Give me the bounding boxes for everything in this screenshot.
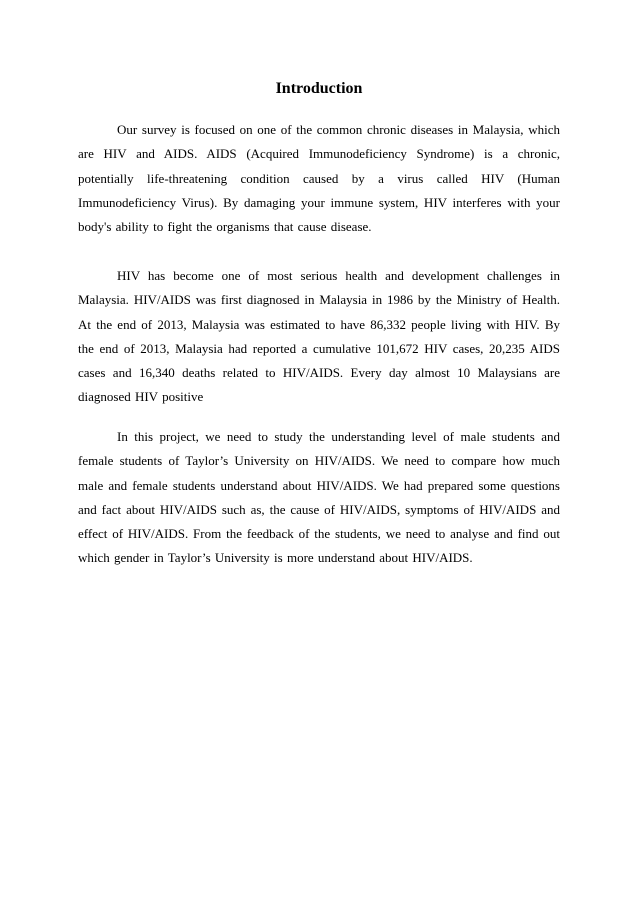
paragraph-survey-focus: Our survey is focused on one of the common chronic diseases in Malaysia, which are HIV and AIDS. AIDS (Acquired Immunodeficiency Syndrome) is a chronic, potentially life-threatening condition caused by a virus called HIV (Human Immunodeficiency Virus). By damaging your immune system, HIV interferes with your body's ability to fight the organisms that cause disease. xyxy=(78,122,560,235)
page-title: Introduction xyxy=(275,80,363,97)
paragraph-hiv-statistics: HIV has become one of most serious health and development challenges in Malaysia. HIV/AIDS was first diagnosed in Malaysia in 1986 by the Ministry of Health. At the end of 2013, Malaysia was estimated to have 86,332 people living with HIV. By the end of 2013, Malaysia had reported a cumulative 101,672 HIV cases, 20,235 AIDS cases and 16,340 deaths related to HIV/AIDS. Every day almost 10 Malaysians are diagnosed HIV positive xyxy=(78,268,560,405)
paragraph-project-aim: In this project, we need to study the understanding level of male students and female students of Taylor’s University on HIV/AIDS. We need to compare how much male and female students understand about HIV/AIDS. We had prepared some questions and fact about HIV/AIDS such as, the cause of HIV/AIDS, symptoms of HIV/AIDS and effect of HIV/AIDS. From the feedback of the students, we need to analyse and find out which gender in Taylor’s University is more understand about HIV/AIDS. xyxy=(78,429,560,566)
